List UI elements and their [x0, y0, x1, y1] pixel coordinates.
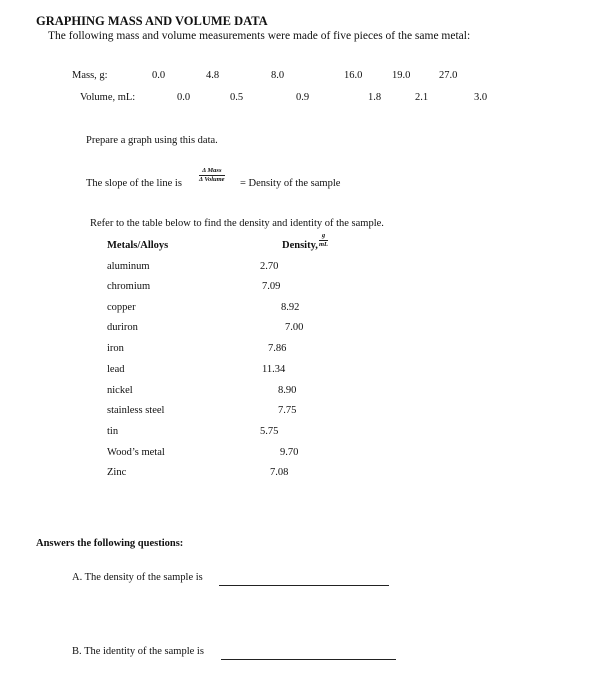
refer-text: Refer to the table below to find the density and identity of the sample. [90, 218, 384, 229]
density-unit-fraction [319, 232, 328, 249]
table-row-metal: Wood’s metal [107, 447, 165, 458]
prepare-graph-text: Prepare a graph using this data. [86, 135, 218, 146]
mass-label: Mass, g: [72, 70, 108, 81]
table-row-density: 2.70 [260, 261, 279, 272]
table-row-metal: duriron [107, 322, 138, 333]
volume-value: 0.5 [230, 92, 244, 103]
mass-value: 4.8 [206, 70, 220, 81]
mass-value: 0.0 [152, 70, 166, 81]
table-row-metal: Zinc [107, 467, 127, 478]
table-row-metal: copper [107, 302, 136, 313]
table-row-density: 7.00 [285, 322, 304, 333]
table-row-density: 11.34 [262, 364, 286, 375]
table-row-metal: iron [107, 343, 124, 354]
volume-value: 0.9 [296, 92, 310, 103]
table-row-density: 7.86 [268, 343, 287, 354]
table-header-density: Density, [282, 240, 318, 251]
volume-value: 1.8 [368, 92, 382, 103]
table-row-density: 7.75 [278, 405, 297, 416]
slope-suffix: = Density of the sample [240, 178, 341, 189]
table-row-metal: nickel [107, 385, 133, 396]
answer-b-line[interactable] [221, 659, 396, 660]
table-row-density: 8.90 [278, 385, 297, 396]
answer-a-line[interactable] [219, 585, 389, 586]
table-row-metal: chromium [107, 281, 151, 292]
question-b: B. The identity of the sample is [72, 646, 204, 657]
page-title: GRAPHING MASS AND VOLUME DATA [36, 14, 268, 28]
table-row-density: 5.75 [260, 426, 279, 437]
mass-value: 16.0 [344, 70, 363, 81]
mass-value: 27.0 [439, 70, 458, 81]
table-row-metal: stainless steel [107, 405, 165, 416]
slope-fraction [199, 167, 225, 184]
table-row-metal: aluminum [107, 261, 150, 272]
table-row-density: 8.92 [281, 302, 300, 313]
volume-label: Volume, mL: [80, 92, 136, 103]
table-row-metal: lead [107, 364, 125, 375]
table-row-density: 9.70 [280, 447, 299, 458]
questions-heading: Answers the following questions: [36, 538, 184, 549]
question-a: A. The density of the sample is [72, 572, 203, 583]
slope-prefix: The slope of the line is [86, 178, 182, 189]
intro-text: The following mass and volume measurements were made of five pieces of the same metal: [48, 30, 471, 42]
table-header-metal: Metals/Alloys [107, 240, 169, 251]
volume-value: 0.0 [177, 92, 191, 103]
mass-value: 8.0 [271, 70, 285, 81]
unit-denominator: mL [319, 241, 329, 248]
volume-value: 2.1 [415, 92, 429, 103]
mass-value: 19.0 [392, 70, 411, 81]
table-row-metal: tin [107, 426, 119, 437]
table-row-density: 7.08 [270, 467, 289, 478]
volume-value: 3.0 [474, 92, 488, 103]
slope-numerator: Δ Mass [199, 167, 225, 176]
unit-numerator: g [319, 232, 328, 241]
table-row-density: 7.09 [262, 281, 281, 292]
slope-denominator: Δ Volume [199, 176, 225, 183]
